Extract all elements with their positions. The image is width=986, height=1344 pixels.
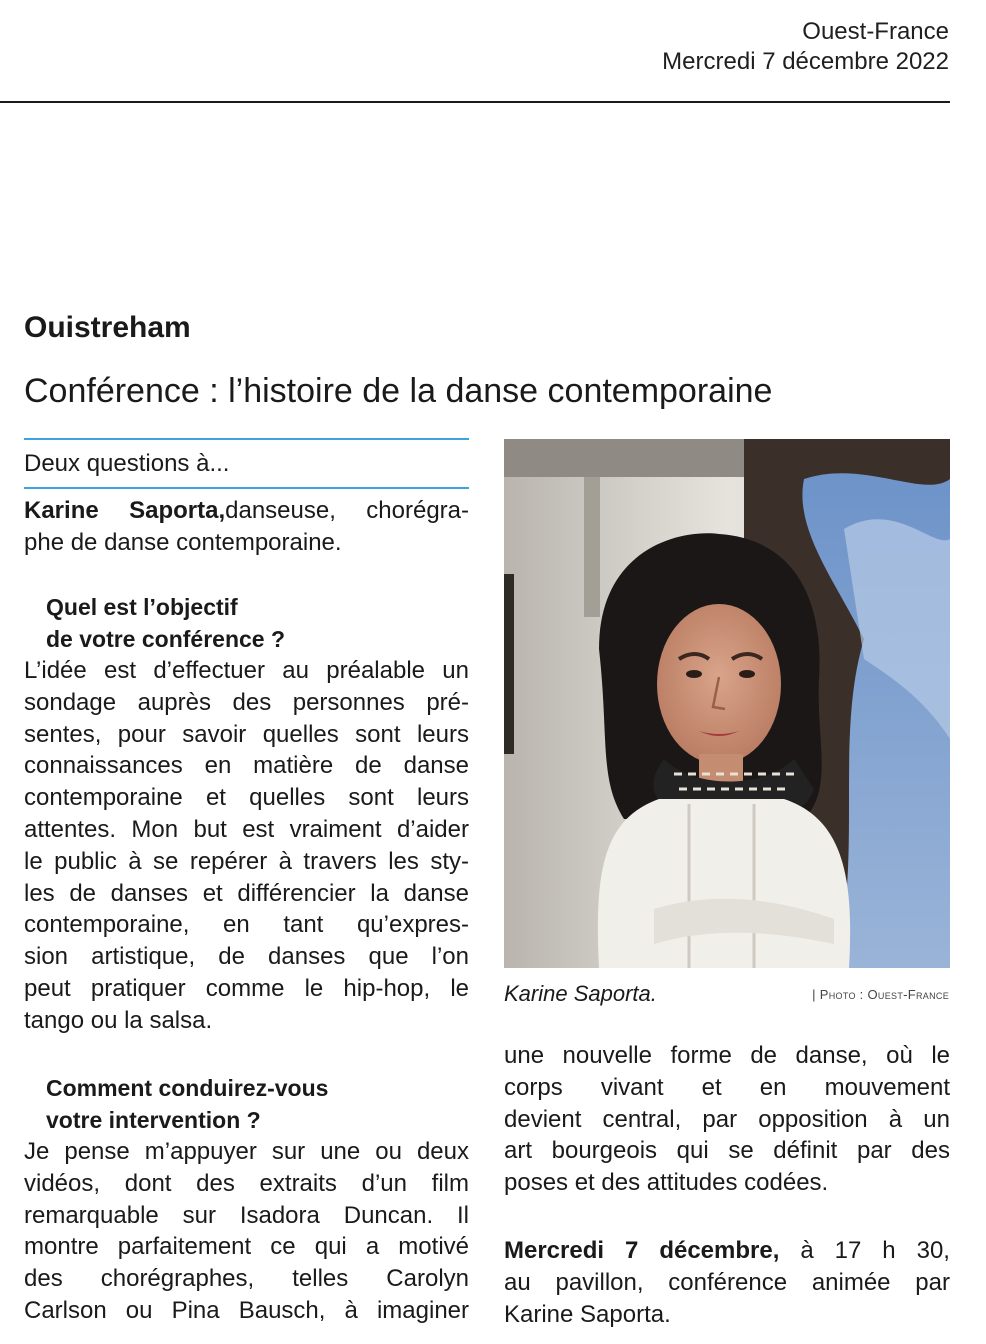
- intro-line: phe de danse contemporaine.: [24, 528, 342, 556]
- answer-line: attentes. Mon but est vraiment d’aider: [24, 815, 469, 843]
- answer-line: sentes, pour savoir quelles sont leurs: [24, 720, 469, 748]
- rubric-label: Deux questions à...: [24, 450, 230, 477]
- publication-date: Mercredi 7 décembre 2022: [662, 48, 949, 75]
- question-line: Quel est l’objectif: [46, 594, 238, 620]
- answer-line: Carlson ou Pina Bausch, à imaginer: [24, 1296, 469, 1324]
- rubric-top-rule: [24, 438, 469, 440]
- answer-line: connaissances en matière de danse: [24, 752, 469, 780]
- answer-line: montre parfaitement ce qui a motivé: [24, 1233, 469, 1261]
- event-line: au pavillon, conférence animée par: [504, 1268, 950, 1296]
- answer-line: poses et des attitudes codées.: [504, 1169, 829, 1197]
- question-2: [46, 1072, 328, 1136]
- portrait-illustration: [504, 439, 950, 968]
- answer-line: une nouvelle forme de danse, où le: [504, 1042, 950, 1069]
- event-date: Mercredi 7 décembre,: [504, 1237, 780, 1264]
- event-info: [504, 1235, 950, 1330]
- article-kicker: Ouistreham: [24, 311, 191, 344]
- answer-line: art bourgeois qui se définit par des: [504, 1137, 950, 1165]
- answer-line: des chorégraphes, telles Carolyn: [24, 1265, 469, 1293]
- publication-name: Ouest-France: [802, 18, 949, 45]
- answer-1: [24, 655, 469, 1037]
- event-time: à 17 h 30,: [779, 1237, 950, 1264]
- photo-caption: Karine Saporta.: [504, 981, 657, 1006]
- answer-line: devient central, par opposition à un: [504, 1105, 950, 1133]
- question-line: Comment conduirez-vous: [46, 1075, 329, 1101]
- rubric-bottom-rule: [24, 487, 469, 489]
- intro-name: Karine Saporta,: [24, 497, 226, 524]
- event-line: Karine Saporta.: [504, 1300, 671, 1328]
- photo-credit: | Photo : Ouest-France: [812, 987, 949, 1002]
- answer-line: corps vivant et en mouvement: [504, 1073, 950, 1101]
- question-line: de votre conférence ?: [46, 626, 286, 652]
- intro-paragraph: [24, 495, 469, 559]
- answer-line: Je pense m’appuyer sur une ou deux: [24, 1138, 469, 1165]
- answer-2-continued: [504, 1040, 950, 1199]
- answer-line: les de danses et différencier la danse: [24, 879, 469, 907]
- answer-2: [24, 1136, 469, 1327]
- question-1: [46, 591, 285, 655]
- answer-line: remarquable sur Isadora Duncan. Il: [24, 1201, 469, 1229]
- answer-line: tango ou la salsa.: [24, 1006, 213, 1034]
- article-headline: Conférence : l’histoire de la danse contemporaine: [24, 372, 773, 410]
- answer-line: sondage auprès des personnes pré-: [24, 688, 469, 716]
- intro-line: danseuse, chorégra-: [225, 497, 469, 524]
- portrait-photo: [504, 439, 950, 968]
- answer-line: L’idée est d’effectuer au préalable un: [24, 657, 469, 684]
- answer-line: contemporaine et quelles sont leurs: [24, 784, 469, 812]
- answer-line: vidéos, dont des extraits d’un film: [24, 1169, 469, 1197]
- answer-line: sion artistique, de danses que l’on: [24, 943, 469, 971]
- answer-line: contemporaine, en tant qu’expres-: [24, 911, 469, 939]
- answer-line: peut pratiquer comme le hip-hop, le: [24, 974, 469, 1002]
- question-line: votre intervention ?: [46, 1107, 261, 1133]
- answer-line: le public à se repérer à travers les sty-: [24, 847, 469, 875]
- masthead-divider: [0, 101, 950, 103]
